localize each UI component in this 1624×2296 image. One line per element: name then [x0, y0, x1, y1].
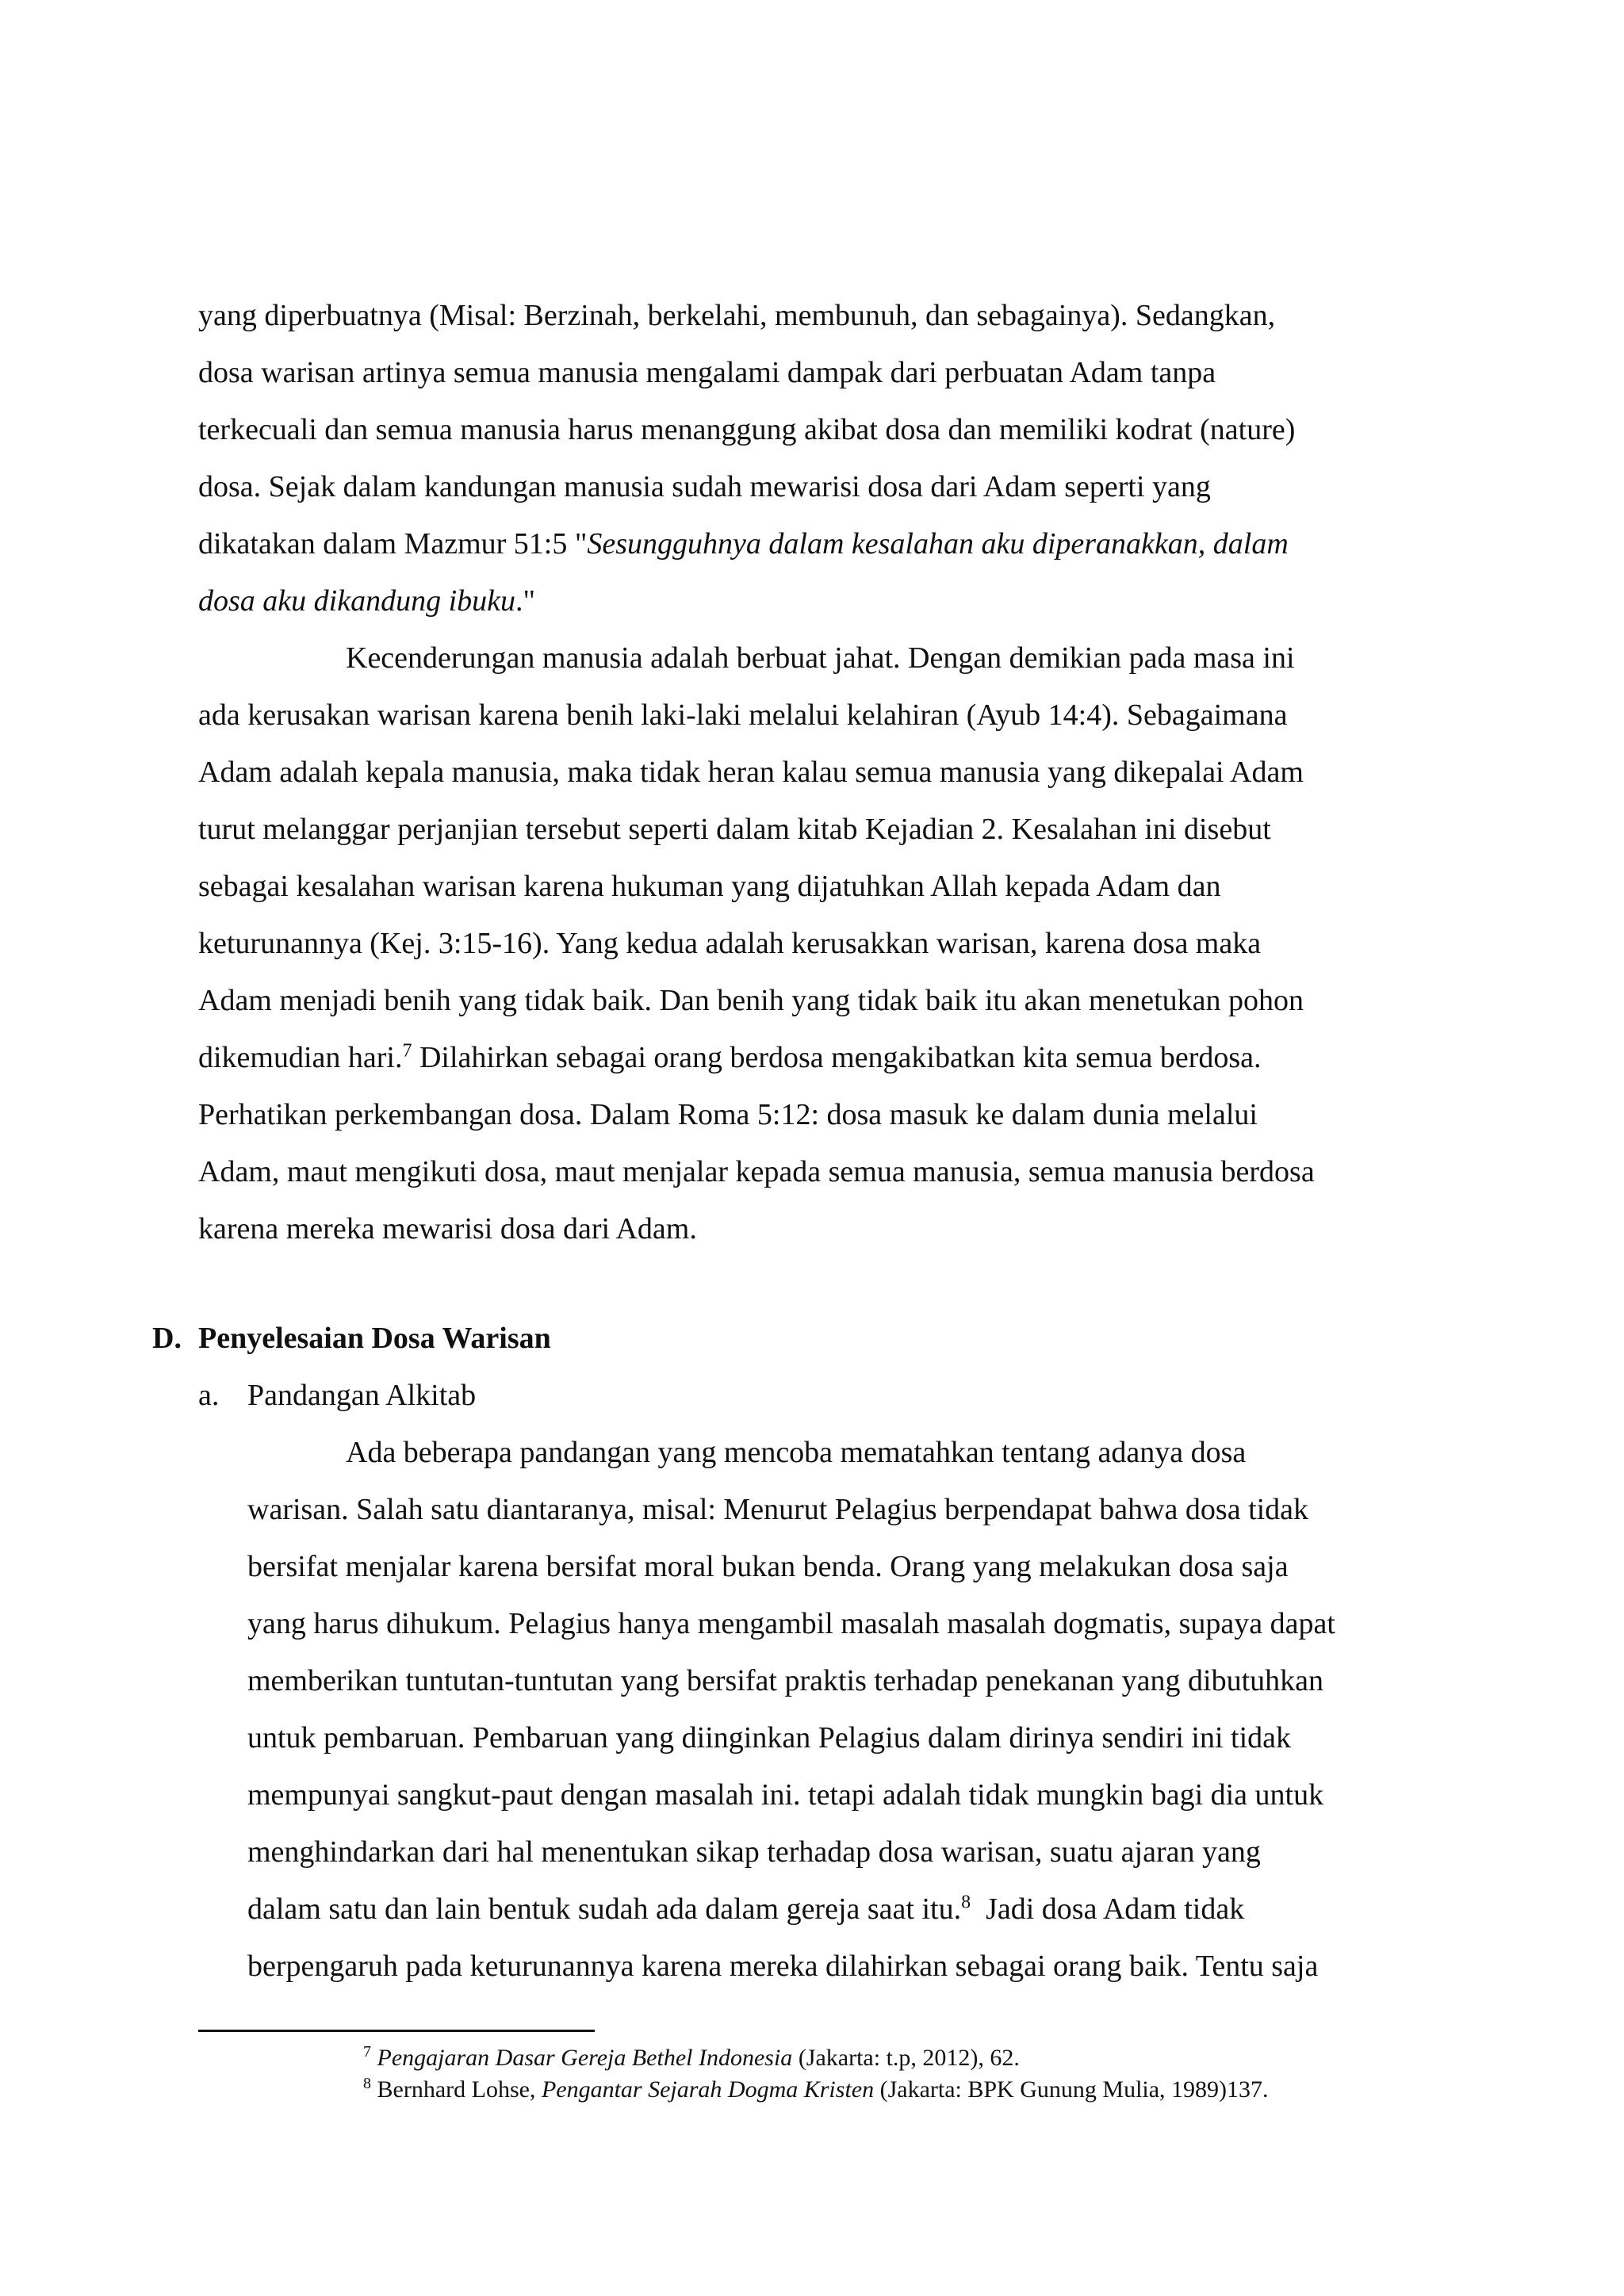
text-line: [198, 515, 1467, 572]
text-line: dosa warisan artinya semua manusia mengalami dampak dari perbuatan Adam tanpa: [198, 356, 1216, 389]
quote-italic: dosa aku dikandung ibuku: [198, 584, 516, 618]
text-line: Adam adalah kepala manusia, maka tidak heran kalau semua manusia yang dikepalai Adam: [198, 756, 1304, 789]
footnote-separator: [198, 2030, 595, 2032]
text-line: karena mereka mewarisi dosa dari Adam.: [198, 1212, 697, 1246]
footnote-text: (Jakarta: BPK Gunung Mulia, 1989)137.: [874, 2076, 1269, 2103]
text-line: warisan. Salah satu diantaranya, misal: Menurut Pelagius berpendapat bahwa dosa tidak: [247, 1493, 1309, 1526]
text-line: yang diperbuatnya (Misal: Berzinah, berkelahi, membunuh, dan sebagainya). Sedangkan,: [198, 299, 1276, 332]
text-line: menghindarkan dari hal menentukan sikap terhadap dosa warisan, suatu ajaran yang: [247, 1835, 1261, 1869]
footnote-text: Bernhard Lohse,: [371, 2076, 542, 2103]
text-line: Kecenderungan manusia adalah berbuat jahat. Dengan demikian pada masa ini: [346, 641, 1295, 675]
subsection-heading: [198, 1367, 476, 1424]
section-heading: [152, 1310, 551, 1367]
text-line: [198, 572, 1467, 629]
text-run: Jadi dosa Adam tidak: [971, 1892, 1245, 1926]
subheading-letter: a.: [198, 1379, 220, 1412]
heading-letter: D.: [152, 1322, 182, 1355]
text-line: [198, 1029, 1467, 1086]
footnote-number: 8: [363, 2075, 371, 2092]
footnote-title: Pengajaran Dasar Gereja Bethel Indonesia: [377, 2045, 793, 2071]
text-run: Dilahirkan sebagai orang berdosa mengakibatkan kita semua berdosa.: [412, 1041, 1262, 1074]
text-line: Perhatikan perkembangan dosa. Dalam Roma 5:12: dosa masuk ke dalam dunia melalui: [198, 1098, 1258, 1131]
text-line: [247, 1881, 1516, 1938]
text-line: untuk pembaruan. Pembaruan yang diinginkan Pelagius dalam dirinya sendiri ini tidak: [247, 1721, 1291, 1755]
footnote-7: [363, 2042, 1020, 2074]
text-line: terkecuali dan semua manusia harus menanggung akibat dosa dan memiliki kodrat (nature): [198, 413, 1296, 446]
text-line: Ada beberapa pandangan yang mencoba mematahkan tentang adanya dosa: [346, 1436, 1247, 1469]
text-line: bersifat menjalar karena bersifat moral bukan benda. Orang yang melakukan dosa saja: [247, 1550, 1289, 1583]
text-run: .": [515, 584, 536, 618]
text-line: Adam menjadi benih yang tidak baik. Dan benih yang tidak baik itu akan menetukan pohon: [198, 984, 1304, 1017]
footnote-ref-7: 7: [402, 1040, 412, 1062]
text-run: dikatakan dalam Mazmur 51:5 ": [198, 527, 588, 561]
text-line: Adam, maut mengikuti dosa, maut menjalar kepada semua manusia, semua manusia berdosa: [198, 1155, 1315, 1188]
quote-italic: Sesungguhnya dalam kesalahan aku diperanakkan, dalam: [587, 527, 1289, 561]
text-line: turut melanggar perjanjian tersebut seperti dalam kitab Kejadian 2. Kesalahan ini disebut: [198, 813, 1271, 846]
subheading-title: Pandangan Alkitab: [247, 1379, 477, 1412]
text-line: sebagai kesalahan warisan karena hukuman yang dijatuhkan Allah kepada Adam dan: [198, 870, 1221, 903]
text-line: keturunannya (Kej. 3:15-16). Yang kedua adalah kerusakkan warisan, karena dosa maka: [198, 927, 1262, 960]
footnote-ref-8: 8: [961, 1892, 971, 1913]
text-line: ada kerusakan warisan karena benih laki-laki melalui kelahiran (Ayub 14:4). Sebagaimana: [198, 698, 1288, 732]
footnote-number: 7: [363, 2043, 371, 2061]
text-line: mempunyai sangkut-paut dengan masalah ini. tetapi adalah tidak mungkin bagi dia untuk: [247, 1778, 1324, 1812]
text-run: dalam satu dan lain bentuk sudah ada dalam gereja saat itu.: [247, 1892, 962, 1926]
footnote-text: (Jakarta: t.p, 2012), 62.: [792, 2045, 1020, 2071]
text-line: yang harus dihukum. Pelagius hanya mengambil masalah masalah dogmatis, supaya dapat: [247, 1607, 1335, 1640]
text-line: berpengaruh pada keturunannya karena mereka dilahirkan sebagai orang baik. Tentu saja: [247, 1950, 1319, 1983]
text-run: dikemudian hari.: [198, 1041, 403, 1074]
footnote-8: [363, 2074, 1269, 2106]
text-line: dosa. Sejak dalam kandungan manusia sudah mewarisi dosa dari Adam seperti yang: [198, 470, 1211, 503]
heading-title: Penyelesaian Dosa Warisan: [198, 1322, 551, 1355]
text-line: memberikan tuntutan-tuntutan yang bersifat praktis terhadap penekanan yang dibutuhkan: [247, 1664, 1324, 1697]
footnote-title: Pengantar Sejarah Dogma Kristen: [541, 2076, 875, 2103]
